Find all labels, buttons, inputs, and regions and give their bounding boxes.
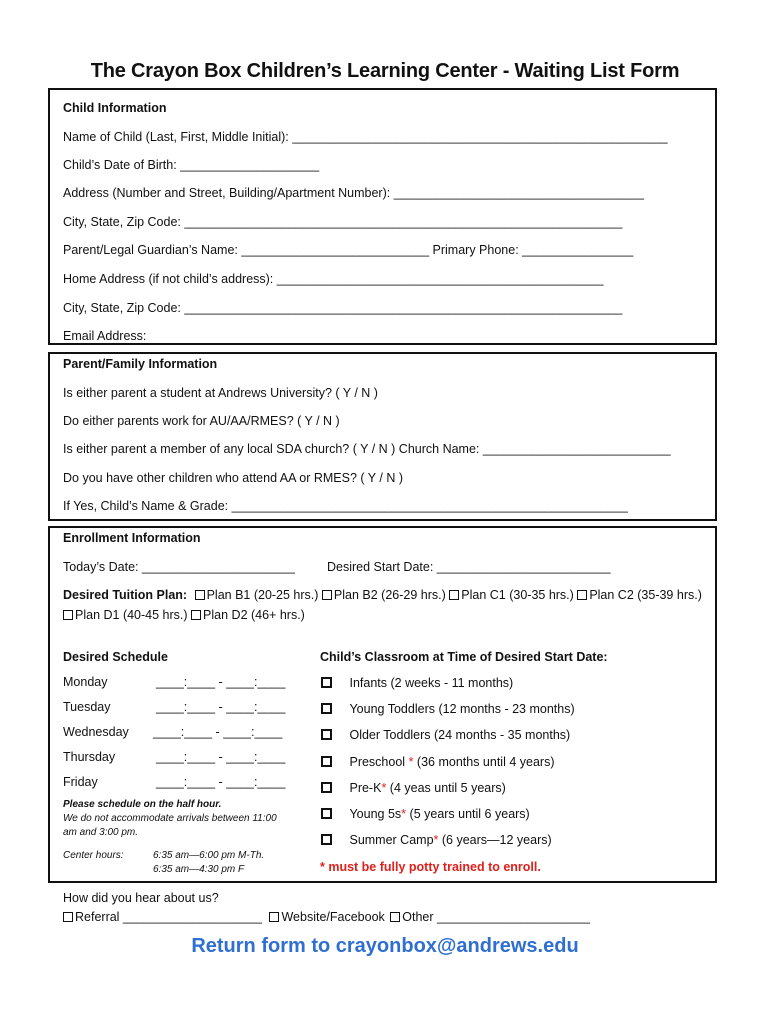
prek-ages: (4 yeas until 5 years) [389, 781, 506, 795]
summer-camp-asterisk: * [433, 833, 439, 847]
older-toddlers-label: Older Toddlers (24 months - 35 months) [349, 728, 571, 742]
child-address-field[interactable]: Address (Number and Street, Building/Apartment Number): ____________________________________ [63, 186, 644, 200]
plan-d1-checkbox[interactable] [63, 610, 73, 620]
classroom-heading: Child’s Classroom at Time of Desired Start Date: [320, 650, 608, 664]
parent-info-section [48, 352, 717, 521]
other-children-question[interactable]: Do you have other children who attend AA or RMES? ( Y / N ) [63, 471, 403, 485]
class-infants [321, 675, 513, 691]
plan-d2-checkbox[interactable] [191, 610, 201, 620]
home-address-field[interactable]: Home Address (if not child’s address): _______________________________________________ [63, 272, 604, 286]
summer-camp-checkbox[interactable] [321, 834, 332, 845]
preschool-label: Preschool [349, 755, 406, 769]
arrival-note-cont: am and 3:00 pm. [63, 827, 139, 838]
tuesday-time-field[interactable]: ____:____ - ____:____ [156, 700, 286, 714]
prek-label: Pre-K [349, 781, 382, 795]
infants-checkbox[interactable] [321, 677, 332, 688]
hear-question: How did you hear about us? [63, 891, 219, 905]
potty-trained-note: * must be fully potty trained to enroll. [320, 860, 541, 874]
young-toddlers-label: Young Toddlers (12 months - 23 months) [349, 702, 575, 716]
email-field[interactable]: Email Address: [63, 329, 147, 343]
other-children-name-field[interactable]: If Yes, Child’s Name & Grade: _________________________________________________________ [63, 499, 628, 513]
plan-b1-checkbox[interactable] [195, 590, 205, 600]
child-city-field[interactable]: City, State, Zip Code: _______________________________________________________________ [63, 215, 623, 229]
plan-d1-label: Plan D1 (40-45 hrs.) [75, 608, 188, 622]
other-field[interactable]: Other ______________________ [402, 910, 590, 924]
tuition-plan-row-1 [63, 587, 702, 603]
young-5s-ages: (5 years until 6 years) [409, 807, 530, 821]
summer-camp-label: Summer Camp [349, 833, 434, 847]
plan-b2-checkbox[interactable] [322, 590, 332, 600]
preschool-asterisk: * [408, 755, 414, 769]
website-label: Website/Facebook [281, 910, 385, 924]
friday-time-field[interactable]: ____:____ - ____:____ [156, 775, 286, 789]
center-hours-label: Center hours: [63, 850, 124, 861]
referral-field[interactable]: Referral ____________________ [75, 910, 262, 924]
thursday-time-field[interactable]: ____:____ - ____:____ [156, 750, 286, 764]
form-title: The Crayon Box Children’s Learning Center - Waiting List Form [90, 60, 680, 82]
class-young-toddlers [321, 701, 575, 717]
infants-label: Infants (2 weeks - 11 months) [349, 676, 514, 690]
child-dob-field[interactable]: Child’s Date of Birth: ____________________ [63, 158, 320, 172]
young-5s-asterisk: * [401, 807, 407, 821]
preschool-ages: (36 months until 4 years) [416, 755, 555, 769]
enrollment-heading: Enrollment Information [63, 531, 201, 545]
parent-work-question[interactable]: Do either parents work for AU/AA/RMES? ( Y / N ) [63, 414, 340, 428]
schedule-heading: Desired Schedule [63, 650, 168, 664]
prek-asterisk: * [381, 781, 387, 795]
parent-church-question[interactable]: Is either parent a member of any local SDA church? ( Y / N ) Church Name: ___________________________ [63, 442, 671, 456]
guardian-field[interactable]: Parent/Legal Guardian’s Name: ___________________________ Primary Phone: ________________ [63, 243, 634, 257]
plan-b1-label: Plan B1 (20-25 hrs.) [206, 588, 319, 602]
plan-c1-checkbox[interactable] [449, 590, 459, 600]
parent-student-question[interactable]: Is either parent a student at Andrews University? ( Y / N ) [63, 386, 378, 400]
preschool-checkbox[interactable] [321, 756, 332, 767]
summer-camp-ages: (6 years—12 years) [441, 833, 552, 847]
class-preschool [321, 754, 554, 770]
child-name-field[interactable]: Name of Child (Last, First, Middle Initial): ______________________________________________________ [63, 130, 668, 144]
hear-options [63, 909, 590, 925]
day-wednesday: Wednesday [63, 725, 129, 739]
day-tuesday: Tuesday [63, 700, 111, 714]
young-toddlers-checkbox[interactable] [321, 703, 332, 714]
day-thursday: Thursday [63, 750, 116, 764]
parent-info-heading: Parent/Family Information [63, 357, 218, 371]
class-older-toddlers [321, 727, 570, 743]
plan-d2-label: Plan D2 (46+ hrs.) [203, 608, 305, 622]
website-checkbox[interactable] [269, 912, 279, 922]
class-prek [321, 780, 506, 796]
wednesday-time-field[interactable]: ____:____ - ____:____ [153, 725, 283, 739]
todays-date-field[interactable]: Today’s Date: ______________________ [63, 560, 295, 574]
young-5s-label: Young 5s [349, 807, 402, 821]
class-summer-camp [321, 832, 552, 848]
tuition-plan-row-2 [63, 607, 305, 623]
plan-c2-checkbox[interactable] [577, 590, 587, 600]
prek-checkbox[interactable] [321, 782, 332, 793]
referral-checkbox[interactable] [63, 912, 73, 922]
center-hours-mth: 6:35 am—6:00 pm M-Th. [153, 850, 265, 861]
arrival-note: We do not accommodate arrivals between 11:00 [63, 813, 277, 824]
older-toddlers-checkbox[interactable] [321, 729, 332, 740]
day-monday: Monday [63, 675, 108, 689]
tuition-plan-label: Desired Tuition Plan: [63, 588, 188, 602]
home-city-field[interactable]: City, State, Zip Code: _______________________________________________________________ [63, 301, 623, 315]
plan-c1-label: Plan C1 (30-35 hrs.) [461, 588, 574, 602]
center-hours-fri: 6:35 am—4:30 pm F [153, 864, 245, 875]
other-checkbox[interactable] [390, 912, 400, 922]
desired-start-date-field[interactable]: Desired Start Date: _________________________ [327, 560, 611, 574]
class-young-5s [321, 806, 530, 822]
day-friday: Friday [63, 775, 98, 789]
young-5s-checkbox[interactable] [321, 808, 332, 819]
monday-time-field[interactable]: ____:____ - ____:____ [156, 675, 286, 689]
plan-b2-label: Plan B2 (26-29 hrs.) [333, 588, 446, 602]
return-form-text: Return form to crayonbox@andrews.edu [191, 935, 579, 957]
child-info-heading: Child Information [63, 101, 167, 115]
plan-c2-label: Plan C2 (35-39 hrs.) [589, 588, 702, 602]
half-hour-note: Please schedule on the half hour. [63, 799, 222, 810]
